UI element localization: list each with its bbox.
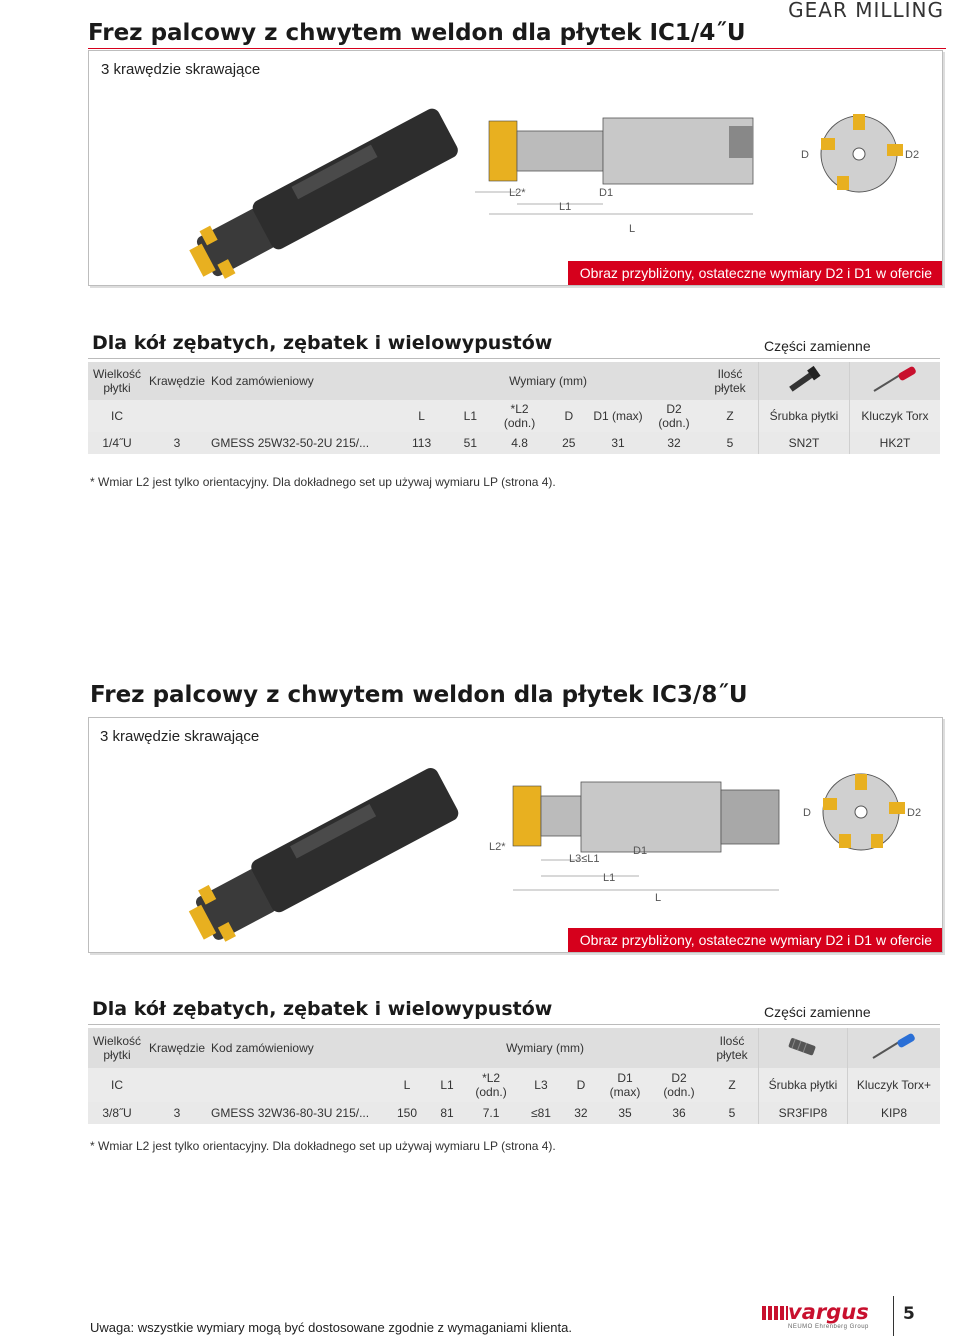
screw-icon [759,362,850,400]
dim-d1: D1 [599,187,614,199]
cell: 5 [702,432,759,454]
cell: KIP8 [848,1102,941,1124]
col-d2: D2 (odn.) [652,1068,706,1102]
col-l1: L1 [449,400,491,432]
cell: 51 [449,432,491,454]
section-1-title: Frez palcowy z chwytem weldon dla płytek IC1/4˝U [88,20,746,46]
col-ic: IC [88,1068,146,1102]
vargus-logo-text: vargus [788,1300,869,1324]
cell: 81 [430,1102,464,1124]
dim-l2: L2* [489,841,506,853]
dim-d2: D2 [907,807,922,819]
section-2-figure [88,717,943,953]
col-dims: Wymiary (mm) [394,362,702,400]
tool-front-view-2 [803,768,939,868]
torx-plus-key-icon [848,1028,941,1068]
cell: 36 [652,1102,706,1124]
dim-l: L [655,892,662,904]
cell: 31 [590,432,646,454]
table-1-note: * Wmiar L2 jest tylko orientacyjny. Dla dokładnego set up używaj wymiaru LP (strona 4). [90,475,556,489]
col-l: L [384,1068,430,1102]
spare-parts-title-2: Części zamienne [764,1004,871,1020]
table-2-note: * Wmiar L2 jest tylko orientacyjny. Dla dokładnego set up używaj wymiaru LP (strona 4). [90,1139,556,1153]
section-1-subtitle: 3 krawędzie skrawające [101,61,261,78]
spec-table-2 [88,1028,940,1124]
col-size: Wielkość płytki [88,1028,146,1068]
col-key: Kluczyk Torx+ [848,1068,941,1102]
section-1-caption: Obraz przybliżony, ostateczne wymiary D2 i D1 w ofercie [568,261,942,285]
col-ic: IC [88,400,146,432]
cell: 150 [384,1102,430,1124]
tool-drawing-1 [449,96,779,236]
col-l1: L1 [430,1068,464,1102]
section-2-subtitle: 3 krawędzie skrawające [100,728,260,745]
col-d: D [564,1068,598,1102]
cell: 5 [706,1102,759,1124]
col-l2: *L2 (odn.) [464,1068,518,1102]
dim-d: D [801,149,809,161]
col-code: Kod zamówieniowy [208,1028,384,1068]
col-key: Kluczyk Torx [850,400,941,432]
tool-front-view-1 [801,106,937,206]
col-d: D [548,400,590,432]
tool-drawing-2 [489,768,789,903]
dim-l2: L2* [509,187,526,199]
cell: 4.8 [492,432,548,454]
cell: GMESS 25W32-50-2U 215/... [208,432,394,454]
col-edges: Krawędzie [146,1028,208,1068]
vargus-logo [762,1300,882,1330]
tool-photo-1 [149,91,489,301]
col-l2: *L2 (odn.) [492,400,548,432]
col-d2: D2 (odn.) [646,400,702,432]
col-l: L [394,400,449,432]
col-qty: Ilość płytek [706,1028,759,1068]
section-2-caption: Obraz przybliżony, ostateczne wymiary D2 i D1 w ofercie [568,928,942,952]
torx-key-icon [850,362,941,400]
section-1-figure [88,50,943,286]
cell: 7.1 [464,1102,518,1124]
cell: 113 [394,432,449,454]
col-edges: Krawędzie [146,362,208,400]
dim-d: D [803,807,811,819]
dim-l1: L1 [559,201,572,213]
brand-logo: GEAR MILLING [788,0,944,22]
col-z: Z [702,400,759,432]
cell: GMESS 32W36-80-3U 215/... [208,1102,384,1124]
cell: 25 [548,432,590,454]
dim-l1: L1 [603,872,616,884]
spare-parts-title-1: Części zamienne [764,338,871,354]
cell: 32 [646,432,702,454]
screw-icon [759,1028,848,1068]
cell: 3 [146,432,208,454]
dim-d1: D1 [633,845,648,857]
cell: 3 [146,1102,208,1124]
vargus-logo-mark [762,1306,788,1320]
cell: SN2T [759,432,850,454]
table-row [88,432,940,454]
col-d1: D1 (max) [590,400,646,432]
cell: HK2T [850,432,941,454]
tool-photo-2 [149,748,489,958]
col-qty: Ilość płytek [702,362,759,400]
dim-l3: L3≤L1 [569,853,600,865]
cell: SR3FIP8 [759,1102,848,1124]
dim-d2: D2 [905,149,920,161]
col-screw: Śrubka płytki [759,400,850,432]
col-size: Wielkość płytki [88,362,146,400]
table-1-title: Dla kół zębatych, zębatek i wielowypustów [92,332,553,354]
spec-table-1 [88,362,940,454]
table-row [88,1102,940,1124]
vargus-logo-sub: NEUMO Ehrenberg Group [788,1324,869,1330]
dim-l: L [629,223,636,235]
cell: 1/4˝U [88,432,146,454]
header-rule [88,48,946,49]
cell: 35 [598,1102,652,1124]
section-2-title: Frez palcowy z chwytem weldon dla płytek IC3/8˝U [90,682,748,708]
col-z: Z [706,1068,759,1102]
page-number: 5 [903,1304,915,1324]
col-code: Kod zamówieniowy [208,362,394,400]
footer-note: Uwaga: wszystkie wymiary mogą być dostosowane zgodnie z wymaganiami klienta. [90,1320,572,1335]
col-l3: L3 [518,1068,564,1102]
cell: 3/8˝U [88,1102,146,1124]
table-2-title: Dla kół zębatych, zębatek i wielowypustów [92,998,553,1020]
cell: 32 [564,1102,598,1124]
col-d1: D1 (max) [598,1068,652,1102]
cell: ≤81 [518,1102,564,1124]
col-screw: Śrubka płytki [759,1068,848,1102]
col-dims: Wymiary (mm) [384,1028,706,1068]
